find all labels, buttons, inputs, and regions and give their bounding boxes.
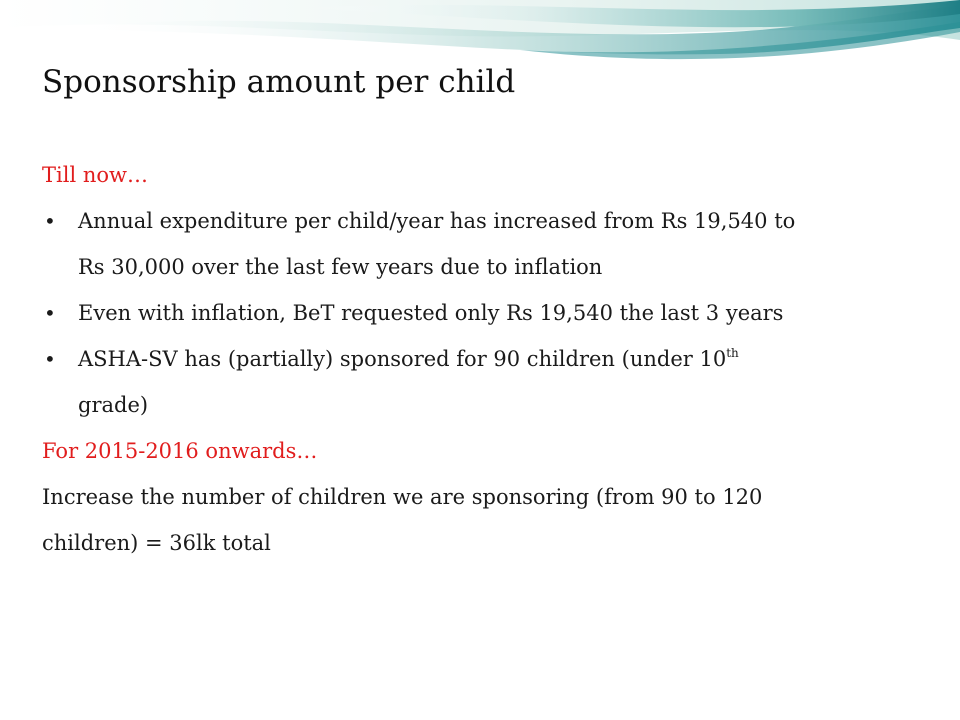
bullet-text-line	[78, 336, 922, 382]
bullet-text-line: Annual expenditure per child/year has increased from Rs 19,540 to	[78, 209, 796, 233]
paragraph-line: Increase the number of children we are sponsoring (from 90 to 120	[42, 485, 763, 509]
slide-body	[42, 152, 922, 566]
bullet-item	[42, 336, 922, 428]
bullet-text-line: Rs 30,000 over the last few years due to inflation	[78, 255, 603, 279]
bullet-icon: •	[44, 209, 56, 233]
bullet-text-line: grade)	[78, 393, 149, 417]
superscript-th: th	[726, 346, 739, 360]
section-heading-onwards: For 2015-2016 onwards…	[42, 439, 318, 463]
paragraph	[42, 474, 922, 566]
paragraph-line: children) = 36lk total	[42, 531, 271, 555]
bullet-icon: •	[44, 301, 56, 325]
bullet-text-line: Even with inflation, BeT requested only Rs 19,540 the last 3 years	[78, 301, 784, 325]
bullet-item	[42, 198, 922, 290]
section-heading-till-now: Till now…	[42, 163, 148, 187]
slide-title: Sponsorship amount per child	[42, 64, 516, 100]
bullet-icon: •	[44, 347, 56, 371]
bullet-item	[42, 290, 922, 336]
bullet-text: ASHA-SV has (partially) sponsored for 90 children (under 10	[78, 347, 727, 371]
